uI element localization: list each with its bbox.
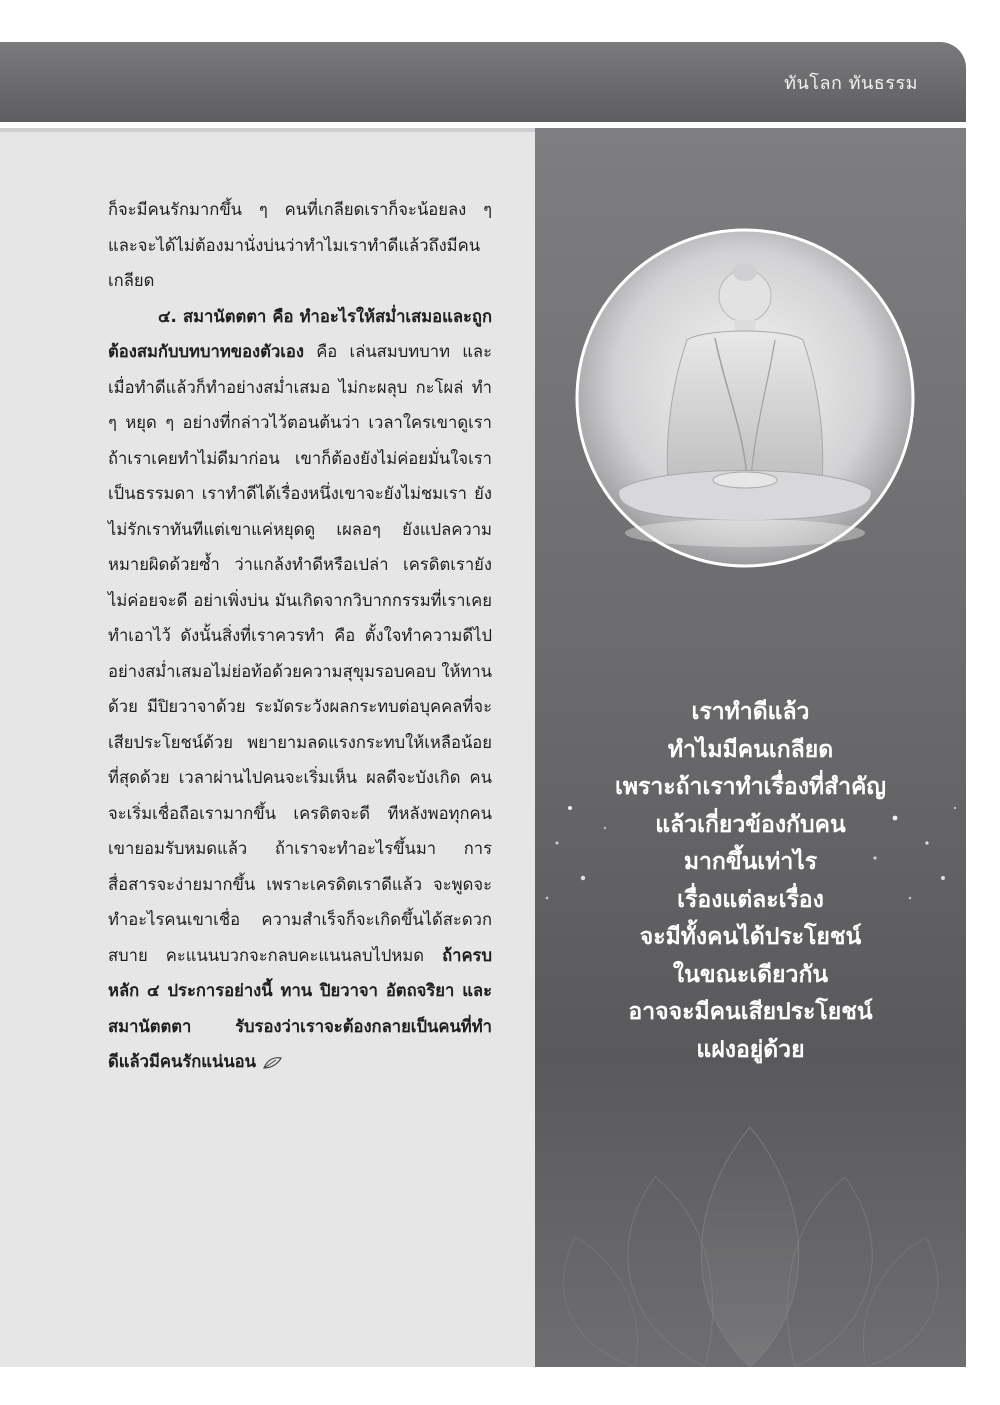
- page-header: [0, 42, 966, 122]
- paragraph-2-heading: ๔. สมานัตตตา คือ ทำอะไรให้สม่ำเสมอและถูกต้องสมกับบทบาทของตัวเอง: [108, 306, 492, 361]
- header-title: ทันโลก ทันธรรม: [784, 73, 918, 94]
- quote-line: แฝงอยู่ด้วย: [696, 1036, 805, 1063]
- quote-line: ในขณะเดียวกัน: [672, 961, 829, 988]
- meditating-buddha-icon: [575, 228, 915, 568]
- quote-line: เรื่องแต่ละเรื่อง: [677, 886, 824, 913]
- quote-line: แล้วเกี่ยวข้องกับคน: [655, 811, 846, 838]
- lotus-pattern: [535, 1087, 966, 1367]
- pull-quote: [535, 694, 966, 1069]
- paragraph-2-conclusion: ถ้าครบหลัก ๔ ประการอย่างนี้ ทาน ปิยวาจา อัตถจริยา และสมานัตตตา รับรองว่าเราจะต้องกลายเป็นคนที่ทำดีแล้วมีคนรักแน่นอน: [108, 945, 492, 1071]
- quote-line: จะมีทั้งคนได้ประโยชน์: [639, 924, 862, 950]
- quote-line: เราทำดีแล้ว: [691, 699, 810, 725]
- quote-line: อาจจะมีคนเสียประโยชน์: [628, 999, 873, 1025]
- article-body: [108, 192, 492, 1080]
- paragraph-2: [108, 299, 492, 1080]
- quote-sidebar: [535, 128, 966, 1367]
- quote-line: เพราะถ้าเราทำเรื่องที่สำคัญ: [614, 774, 887, 800]
- quote-line: มากขึ้นเท่าไร: [683, 849, 818, 875]
- paragraph-1: ก็จะมีคนรักมากขึ้น ๆ คนที่เกลียดเราก็จะน้อยลง ๆ และจะได้ไม่ต้องมานั่งบ่นว่าทำไมเราทำดีแล้วถึงมีคนเกลียด: [108, 200, 492, 290]
- paragraph-2-body: คือ เล่นสมบทบาท และเมื่อทำดีแล้วก็ทำอย่างสม่ำเสมอ ไม่กะผลุบ กะโผล่ ทำ ๆ หยุด ๆ อย่างที่กล่าวไว้ตอนต้นว่า เวลาใครเขาดูเรา ถ้าเราเคยทำไม่ดีมาก่อน เขาก็ต้องยังไม่ค่อยมั่นใจเราเป็นธรรมดา เราทำดีได้เรื่องหนึ่งเขาจะยังไม่ชมเรา ยังไม่รักเราทันทีแต่เขาแค่หยุดดู เผลอๆ ยังแปลความหมายผิดด้วยซ้ำ ว่าแกล้งทำดีหรือเปล่า เครดิตเรายังไม่ค่อยจะดี อย่าเพิ่งบ่น มันเกิดจากวิบากกรรมที่เราเคยทำเอาไว้ ดังนั้นสิ่งที่เราควรทำ คือ ตั้งใจทำความดีไปอย่างสม่ำเสมอไม่ย่อท้อด้วยความสุขุมรอบคอบ ให้ทานด้วย มีปิยวาจาด้วย ระมัดระวังผลกระทบต่อบุคคลที่จะเสียประโยชน์ด้วย พยายามลดแรงกระทบให้เหลือน้อยที่สุดด้วย เวลาผ่านไปคนจะเริ่มเห็น ผลดีจะบังเกิด คนจะเริ่มเชื่อถือเรามากขึ้น เครดิตจะดี ทีหลังพอทุกคนเขายอมรับหมดแล้ว ถ้าเราจะทำอะไรขึ้นมา การสื่อสารจะง่ายมากขึ้น เพราะเครดิตเราดีแล้ว จะพูดจะทำอะไรคนเขาเชื่อ ความสำเร็จก็จะเกิดขึ้นได้สะดวกสบาย คะแนนบวกจะกลบคะแนนลบไปหมด: [108, 342, 492, 965]
- quote-line: ทำไมมีคนเกลียด: [667, 736, 834, 763]
- leaf-icon: [262, 1056, 282, 1070]
